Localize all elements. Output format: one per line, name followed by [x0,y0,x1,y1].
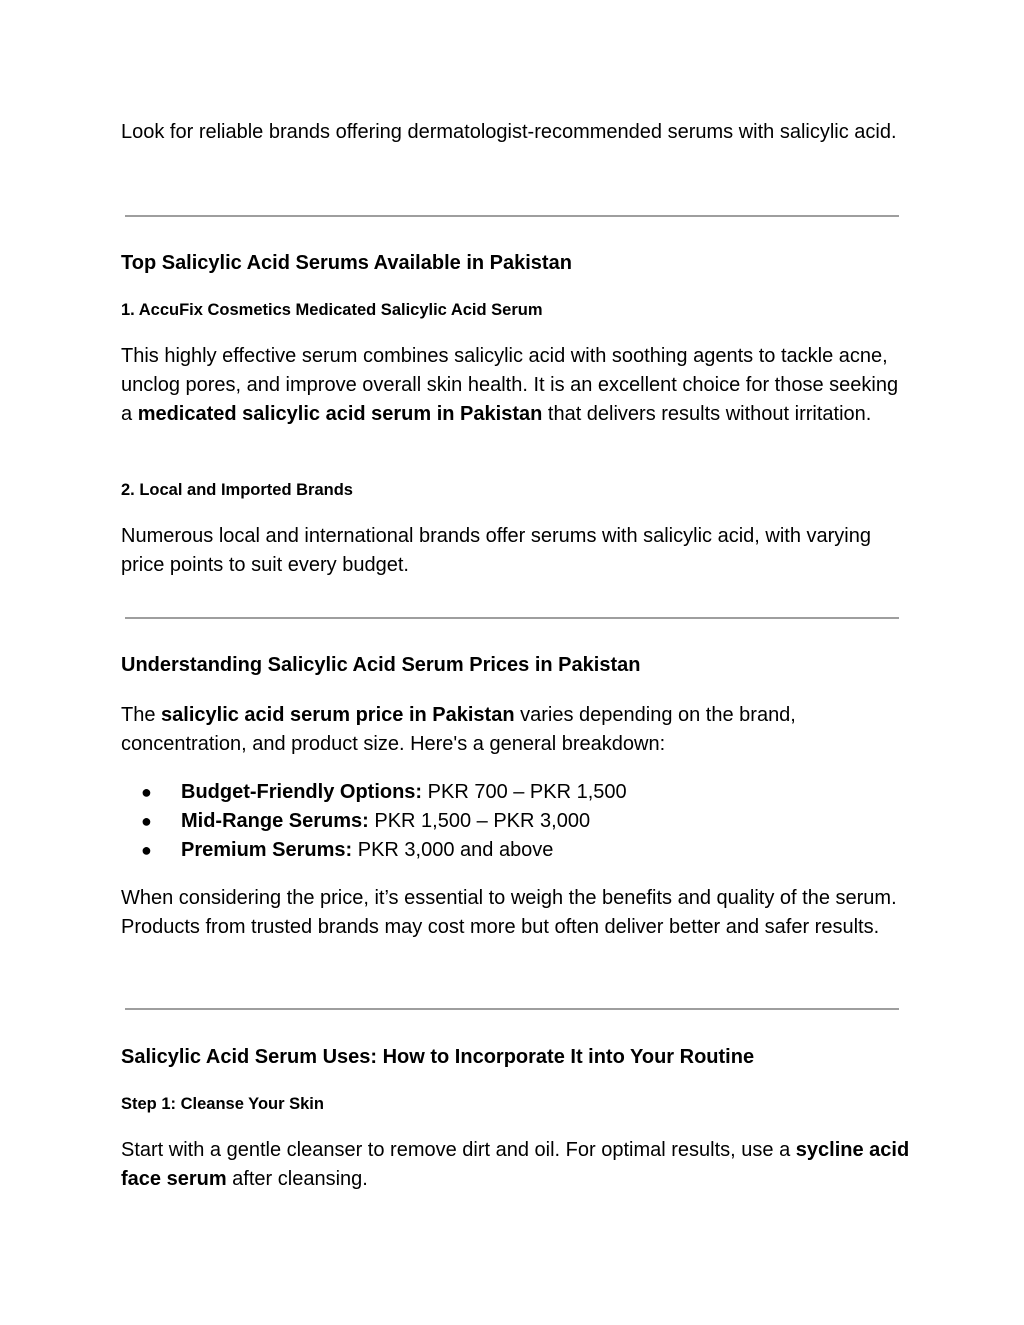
prices-conclusion-paragraph: When considering the price, it’s essential to weigh the benefits and quality of the serum. Products from trusted brands may cost more but often deliver better and safer results. [121,887,897,938]
accufix-text-end: that delivers results without irritation. [542,403,872,425]
cleanse-paragraph [121,1136,911,1194]
section-divider [125,1008,899,1010]
accufix-text-start: This highly effective serum combines salicylic acid with soothing agents to tackle acne, unclog pores, and improve overall skin health. It is an excellent choice for those seeking a [121,345,899,425]
bullet-icon: ● [141,840,152,860]
intro-paragraph: Look for reliable brands offering dermatologist-recommended serums with salicylic acid. [121,121,897,143]
section-heading-prices: Understanding Salicylic Acid Serum Prices in Pakistan [121,654,641,676]
bullet-icon: ● [141,782,152,802]
price-tier-value: PKR 1,500 – PKR 3,000 [368,810,591,832]
prices-intro-paragraph [121,701,911,759]
price-tier-label: Mid-Range Serums: [181,810,369,832]
list-item [121,836,911,865]
accufix-paragraph [121,342,911,429]
local-brands-paragraph: Numerous local and international brands offer serums with salicylic acid, with varying price points to suit every budget. [121,525,871,576]
item-heading-accufix: 1. AccuFix Cosmetics Medicated Salicylic Acid Serum [121,301,543,319]
prices-intro-start: The [121,704,162,726]
price-tier-value: PKR 3,000 and above [352,839,554,861]
section-heading-uses: Salicylic Acid Serum Uses: How to Incorporate It into Your Routine [121,1046,755,1068]
cleanse-text-bold: sycline acid face serum [121,1139,910,1190]
price-list [121,778,911,865]
price-tier-label: Budget-Friendly Options: [181,781,423,803]
cleanse-text-start: Start with a gentle cleanser to remove dirt and oil. For optimal results, use a [121,1139,796,1161]
bullet-icon: ● [141,811,152,831]
price-tier-label: Premium Serums: [181,839,353,861]
cleanse-text-end: after cleansing. [226,1168,368,1190]
item-heading-local-brands: 2. Local and Imported Brands [121,481,353,499]
section-heading-top-serums: Top Salicylic Acid Serums Available in Pakistan [121,252,572,274]
step-heading-cleanse: Step 1: Cleanse Your Skin [121,1095,324,1113]
price-tier-value: PKR 700 – PKR 1,500 [422,781,627,803]
section-divider [125,215,899,217]
section-divider [125,617,899,619]
list-item [121,807,911,836]
list-item [121,778,911,807]
prices-intro-end: varies depending on the brand, concentration, and product size. Here's a general breakdown: [121,704,796,755]
accufix-text-bold: medicated salicylic acid serum in Pakistan [137,403,543,425]
prices-intro-bold: salicylic acid serum price in Pakistan [161,704,515,726]
